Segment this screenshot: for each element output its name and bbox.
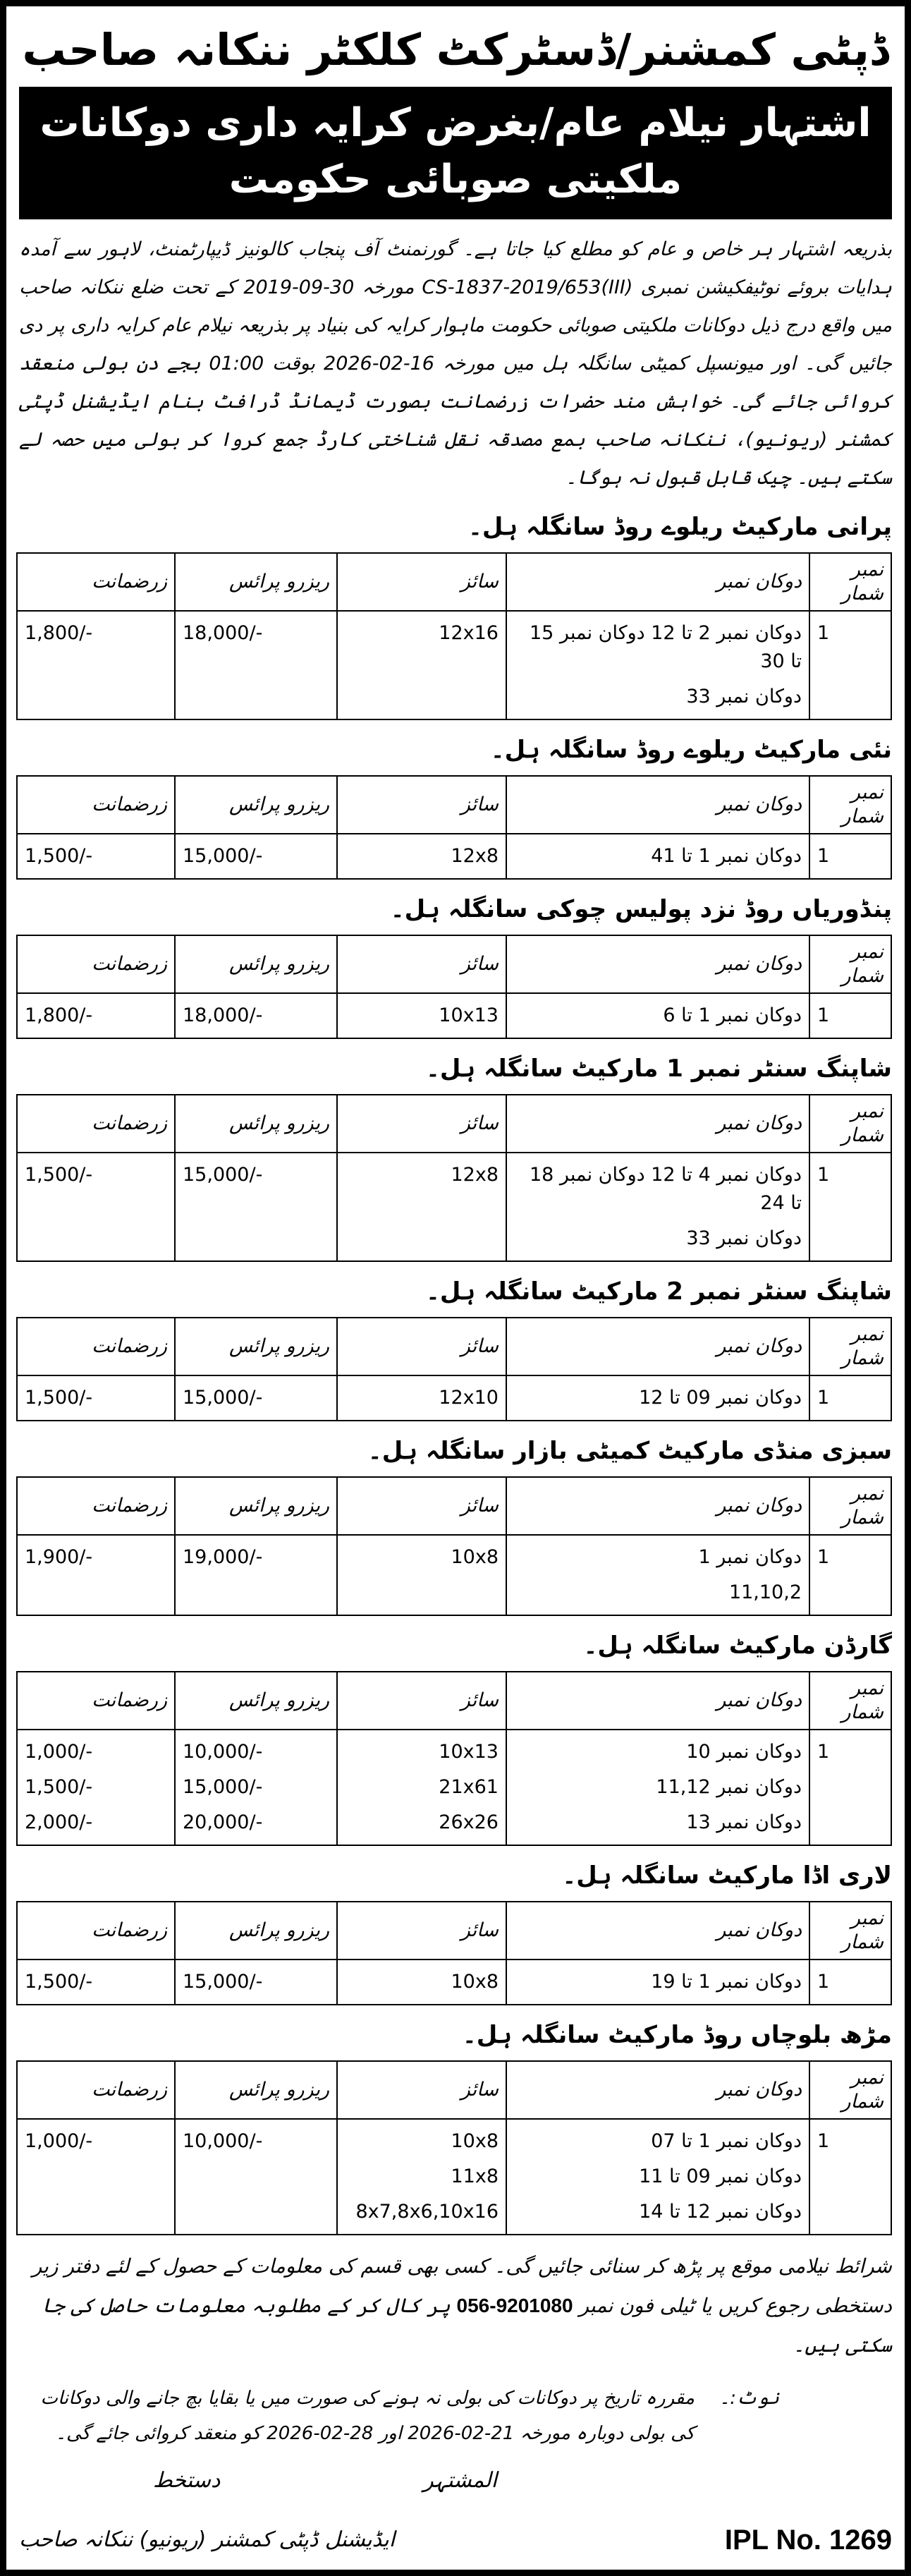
- column-header: سائز: [337, 553, 506, 611]
- note: [19, 2381, 892, 2451]
- cell-line: 1,000/-: [25, 1741, 93, 1763]
- cell-line: دوکان نمبر 33: [686, 686, 802, 707]
- cell-line: 26x26: [439, 1811, 499, 1833]
- cell-line: 1: [817, 845, 830, 867]
- cell-line: 1: [817, 1546, 830, 1568]
- table-cell: [506, 1960, 809, 2005]
- cell-line: 15,000/-: [183, 845, 263, 867]
- column-header: نمبر شمار: [809, 2061, 891, 2119]
- column-header: ریزرو پرائس: [175, 1477, 337, 1535]
- table-row: [17, 834, 891, 879]
- column-header: سائز: [337, 2061, 506, 2119]
- cell-line: 1,800/-: [25, 622, 93, 644]
- table-cell: [337, 1535, 506, 1615]
- column-header: نمبر شمار: [809, 1318, 891, 1375]
- notice-banner: [19, 87, 892, 219]
- terms-paragraph: [19, 2247, 892, 2365]
- cell-line: 1,500/-: [25, 1164, 93, 1186]
- column-header: زرضمانت: [17, 776, 175, 834]
- table-header-row: [17, 553, 891, 611]
- table-cell: [506, 993, 809, 1038]
- intro-paragraph: بذریعہ اشتہار ہر خاص و عام کو مطلع کیا جاتا ہے۔ گورنمنٹ آف پنجاب کالونیز ڈیپارٹمنٹ، لاہور سے آمدہ ہدایات بروئے نوٹیفکیشن نمبری (III)CS-1837-2019/653 مورخہ 30-09-2019 کے تحت ضلع ننکانہ صاحب میں واقع درج ذیل دوکانات ملکیتی صوبائی حکومت ماہوار کرایہ کی بنیاد پر بذریعہ نیلام عام کرایہ داری پر دی جائیں گی۔ اور میونسپل کمیٹی سانگلہ ہل میں مورخہ 16-02-2026 بوقت 01:00 بجے دن بولی منعقد کروائی جائے گی۔ خواہش مند حضرات زرضمانت بصورت ڈیمانڈ ڈرافٹ بنام ایڈیشنل ڈپٹی کمشنر (ریونیو)، ننکانہ صاحب بمع مصدقہ نقل شناختی کارڈ جمع کروا کر بولی میں حصہ لے سکتے ہیں۔ چیک قابل قبول نہ ہوگا۔: [19, 238, 893, 489]
- column-header: سائز: [337, 1095, 506, 1153]
- cell-line: 10x13: [439, 1741, 499, 1763]
- cell-line: دوکان نمبر 4 تا 12 دوکان نمبر 18 تا 24: [529, 1164, 802, 1214]
- column-header: نمبر شمار: [809, 1477, 891, 1535]
- column-header: ریزرو پرائس: [175, 553, 337, 611]
- table-cell: [175, 1730, 337, 1845]
- table-row: [17, 1960, 891, 2005]
- table-cell: [809, 2119, 891, 2235]
- cell-line: دوکان نمبر 1 تا 07: [651, 2130, 802, 2152]
- table-cell: [337, 1375, 506, 1421]
- banner-line-1: اشتہار نیلام عام/بغرض کرایہ داری دوکانات: [39, 100, 872, 146]
- table-cell: [809, 1730, 891, 1845]
- table-header-row: [17, 2061, 891, 2119]
- table-cell: [175, 1960, 337, 2005]
- table-cell: [809, 1153, 891, 1261]
- table-cell: [337, 1730, 506, 1845]
- column-header: سائز: [337, 1318, 506, 1375]
- cell-line: 1: [817, 1971, 830, 1993]
- cell-line: 1,500/-: [25, 1971, 93, 1993]
- section-title: شاپنگ سنٹر نمبر 2 مارکیٹ سانگلہ ہل۔: [425, 1277, 892, 1306]
- table-header-row: [17, 935, 891, 993]
- table-header-row: [17, 1672, 891, 1730]
- advertiser-label: المشتہر: [423, 2468, 497, 2493]
- cell-line: دوکان نمبر 33: [686, 1227, 802, 1249]
- table-row: [17, 1375, 891, 1421]
- column-header: سائز: [337, 1672, 506, 1730]
- cell-line: 12x8: [451, 845, 499, 867]
- section-title: مڑھ بلوچاں روڈ مارکیٹ سانگلہ ہل۔: [462, 2021, 892, 2049]
- table-row: [17, 993, 891, 1038]
- column-header: ریزرو پرائس: [175, 935, 337, 993]
- table-cell: [506, 2119, 809, 2235]
- table-cell: [17, 1375, 175, 1421]
- column-header: ریزرو پرائس: [175, 1672, 337, 1730]
- signature-label: دستخط: [153, 2468, 221, 2493]
- cell-line: 1,500/-: [25, 845, 93, 867]
- column-header: دوکان نمبر: [506, 1477, 809, 1535]
- table-row: [17, 1535, 891, 1615]
- cell-line: 1,900/-: [25, 1546, 93, 1568]
- cell-line: 19,000/-: [183, 1546, 263, 1568]
- column-header: نمبر شمار: [809, 776, 891, 834]
- cell-line: 1,000/-: [25, 2130, 93, 2152]
- cell-line: دوکان نمبر 09 تا 11: [639, 2165, 802, 2187]
- table-cell: [809, 1375, 891, 1421]
- cell-line: 11x8: [451, 2165, 499, 2187]
- column-header: دوکان نمبر: [506, 2061, 809, 2119]
- cell-line: 1: [817, 1387, 830, 1409]
- table-cell: [506, 1153, 809, 1261]
- table-cell: [809, 834, 891, 879]
- column-header: ریزرو پرائس: [175, 1318, 337, 1375]
- section-title: نئی مارکیٹ ریلوے روڈ سانگلہ ہل۔: [490, 736, 892, 764]
- column-header: ریزرو پرائس: [175, 2061, 337, 2119]
- note-text: مقررہ تاریخ پر دوکانات کی بولی نہ ہونے کی صورت میں یا بقایا بچ جانے والی دوکانات کی بولی دوبارہ مورخہ 21-02-2026 اور 28-02-2026 کو منعقد کروائی جائے گی۔: [40, 2388, 695, 2444]
- table-cell: [337, 993, 506, 1038]
- column-header: دوکان نمبر: [506, 935, 809, 993]
- column-header: ریزرو پرائس: [175, 776, 337, 834]
- cell-line: 12x16: [439, 622, 499, 644]
- cell-line: 15,000/-: [183, 1971, 263, 1993]
- table-cell: [337, 1960, 506, 2005]
- table-cell: [175, 2119, 337, 2235]
- table-row: [17, 1730, 891, 1845]
- banner-line-2: ملکیتی صوبائی حکومت: [228, 157, 683, 202]
- cell-line: 10x13: [439, 1004, 499, 1026]
- table-cell: [175, 1535, 337, 1615]
- table-cell: [337, 2119, 506, 2235]
- cell-line: دوکان نمبر 10: [686, 1741, 802, 1763]
- issuer-title: ڈپٹی کمشنر/ڈسٹرکٹ کلکٹر ننکانہ صاحب: [22, 24, 889, 75]
- column-header: ریزرو پرائس: [175, 1902, 337, 1960]
- terms-end: پر کال کر کے مطلوبہ معلومات حاصل کی جا سکتی ہیں۔: [41, 2294, 892, 2357]
- column-header: نمبر شمار: [809, 1672, 891, 1730]
- cell-line: 18,000/-: [183, 622, 263, 644]
- column-header: زرضمانت: [17, 553, 175, 611]
- table-cell: [809, 993, 891, 1038]
- column-header: دوکان نمبر: [506, 1672, 809, 1730]
- phone-number: 056-9201080: [456, 2295, 573, 2316]
- advertisement-page: [4, 4, 907, 2572]
- cell-line: 1: [817, 2130, 830, 2152]
- shops-table: [16, 2060, 892, 2235]
- section-title: سبزی منڈی مارکیٹ کمیٹی بازار سانگلہ ہل۔: [367, 1437, 892, 1465]
- shops-table: [16, 1317, 892, 1421]
- cell-line: دوکان نمبر 09 تا 12: [639, 1387, 802, 1409]
- table-cell: [506, 1375, 809, 1421]
- cell-line: 10x8: [451, 2130, 499, 2152]
- cell-line: 15,000/-: [183, 1387, 263, 1409]
- cell-line: 15,000/-: [183, 1776, 263, 1798]
- table-cell: [17, 993, 175, 1038]
- cell-line: 12x10: [439, 1387, 499, 1409]
- section-title: گارڈن مارکیٹ سانگلہ ہل۔: [583, 1632, 892, 1660]
- column-header: سائز: [337, 935, 506, 993]
- section-title: لاری اڈا مارکیٹ سانگلہ ہل۔: [562, 1861, 892, 1890]
- cell-line: دوکان نمبر 11,12: [656, 1776, 802, 1798]
- table-cell: [506, 1535, 809, 1615]
- cell-line: 10,000/-: [183, 1741, 263, 1763]
- table-header-row: [17, 1318, 891, 1375]
- table-cell: [506, 611, 809, 719]
- column-header: نمبر شمار: [809, 1902, 891, 1960]
- cell-line: دوکان نمبر 1 تا 19: [651, 1971, 802, 1993]
- column-header: دوکان نمبر: [506, 1902, 809, 1960]
- cell-line: 10x8: [451, 1546, 499, 1568]
- table-row: [17, 1153, 891, 1261]
- table-cell: [175, 1153, 337, 1261]
- column-header: زرضمانت: [17, 1095, 175, 1153]
- shops-table: [16, 775, 892, 880]
- column-header: زرضمانت: [17, 1902, 175, 1960]
- table-row: [17, 2119, 891, 2235]
- cell-line: دوکان نمبر 1 تا 41: [651, 845, 802, 867]
- column-header: زرضمانت: [17, 1672, 175, 1730]
- signature-block: [19, 2465, 892, 2556]
- cell-line: 2,000/-: [25, 1811, 93, 1833]
- cell-line: 1,500/-: [25, 1387, 93, 1409]
- cell-line: 15,000/-: [183, 1164, 263, 1186]
- table-cell: [506, 1730, 809, 1845]
- cell-line: 18,000/-: [183, 1004, 263, 1026]
- table-cell: [337, 834, 506, 879]
- shops-table: [16, 1094, 892, 1262]
- cell-line: 8x7,8x6,10x16: [355, 2201, 499, 2223]
- cell-line: 1: [817, 1004, 830, 1026]
- table-cell: [17, 1153, 175, 1261]
- column-header: زرضمانت: [17, 935, 175, 993]
- column-header: نمبر شمار: [809, 935, 891, 993]
- table-header-row: [17, 1902, 891, 1960]
- cell-line: 12x8: [451, 1164, 499, 1186]
- table-cell: [17, 1730, 175, 1845]
- shops-table: [16, 1671, 892, 1846]
- section-title: شاپنگ سنٹر نمبر 1 مارکیٹ سانگلہ ہل۔: [425, 1055, 892, 1083]
- cell-line: 21x61: [439, 1776, 499, 1798]
- table-cell: [17, 834, 175, 879]
- cell-line: 10,000/-: [183, 2130, 263, 2152]
- table-cell: [175, 1375, 337, 1421]
- section-title: پنڈوریاں روڈ نزد پولیس چوکی سانگلہ ہل۔: [390, 895, 892, 923]
- column-header: سائز: [337, 1902, 506, 1960]
- column-header: سائز: [337, 1477, 506, 1535]
- signature-row: [19, 2465, 892, 2496]
- table-cell: [175, 834, 337, 879]
- column-header: زرضمانت: [17, 2061, 175, 2119]
- column-header: ریزرو پرائس: [175, 1095, 337, 1153]
- table-cell: [17, 2119, 175, 2235]
- table-cell: [337, 611, 506, 719]
- cell-line: دوکان نمبر 12 تا 14: [639, 2201, 802, 2223]
- cell-line: 1,800/-: [25, 1004, 93, 1026]
- cell-line: دوکان نمبر 13: [686, 1811, 802, 1833]
- ipl-number: IPL No. 1269: [724, 2525, 892, 2556]
- cell-line: 10x8: [451, 1971, 499, 1993]
- shops-table: [16, 552, 892, 720]
- table-header-row: [17, 776, 891, 834]
- cell-line: دوکان نمبر 1 تا 6: [663, 1004, 802, 1026]
- officer-title: ایڈیشنل ڈپٹی کمشنر (ریونیو) ننکانہ صاحب: [19, 2527, 396, 2552]
- column-header: دوکان نمبر: [506, 1318, 809, 1375]
- column-header: دوکان نمبر: [506, 776, 809, 834]
- cell-line: 1: [817, 1164, 830, 1186]
- table-cell: [17, 611, 175, 719]
- table-cell: [809, 1535, 891, 1615]
- column-header: نمبر شمار: [809, 553, 891, 611]
- table-cell: [17, 1960, 175, 2005]
- section-title: پرانی مارکیٹ ریلوے روڈ سانگلہ ہل۔: [468, 513, 892, 541]
- table-cell: [809, 1960, 891, 2005]
- cell-line: 1,500/-: [25, 1776, 93, 1798]
- officer-row: [19, 2525, 892, 2556]
- cell-line: 1: [817, 1741, 830, 1763]
- cell-line: دوکان نمبر 1: [698, 1546, 802, 1568]
- column-header: دوکان نمبر: [506, 1095, 809, 1153]
- cell-line: دوکان نمبر 2 تا 12 دوکان نمبر 15 تا 30: [529, 622, 802, 672]
- shops-table: [16, 935, 892, 1039]
- column-header: نمبر شمار: [809, 1095, 891, 1153]
- cell-line: 20,000/-: [183, 1811, 263, 1833]
- table-cell: [17, 1535, 175, 1615]
- column-header: دوکان نمبر: [506, 553, 809, 611]
- shops-table: [16, 1476, 892, 1616]
- terms-text: شرائط نیلامی موقع پر پڑھ کر سنائی جائیں گی۔ کسی بھی قسم کی معلومات کے حصول کے لئے دفتر زیر دستخطی رجوع کریں یا ٹیلی فون نمبر: [32, 2254, 892, 2317]
- column-header: سائز: [337, 776, 506, 834]
- cell-line: 11,10,2: [728, 1581, 802, 1603]
- table-header-row: [17, 1477, 891, 1535]
- shops-table: [16, 1901, 892, 2005]
- table-row: [17, 611, 891, 719]
- table-cell: [175, 993, 337, 1038]
- note-label: نوٹ:۔: [719, 2388, 779, 2409]
- column-header: زرضمانت: [17, 1318, 175, 1375]
- table-cell: [337, 1153, 506, 1261]
- table-cell: [175, 611, 337, 719]
- table-cell: [506, 834, 809, 879]
- auction-sections: [19, 510, 892, 2235]
- table-cell: [809, 611, 891, 719]
- column-header: زرضمانت: [17, 1477, 175, 1535]
- table-header-row: [17, 1095, 891, 1153]
- cell-line: 1: [817, 622, 830, 644]
